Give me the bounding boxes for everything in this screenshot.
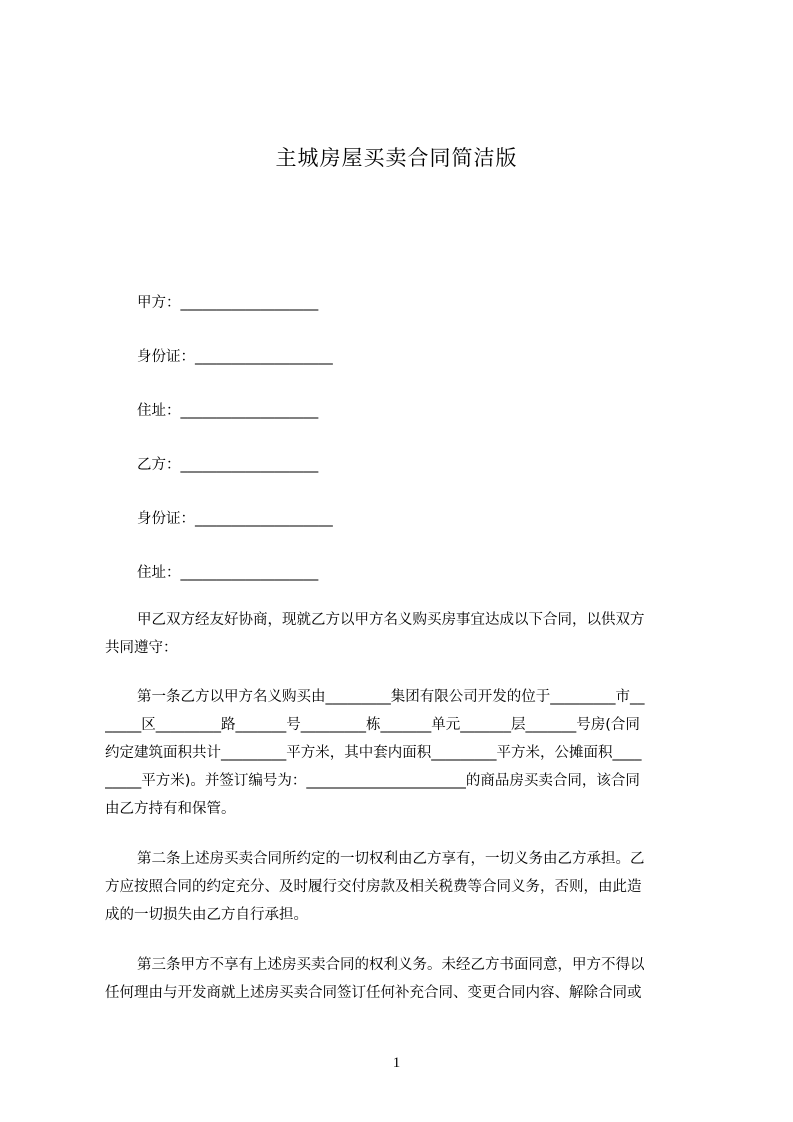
article-2-line: 成的一切损失由乙方自行承担。 <box>105 907 308 923</box>
article-2-line: 第二条上述房买卖合同所约定的一切权利由乙方享有，一切义务由乙方承担。乙 <box>137 851 645 867</box>
document-title: 主城房屋买卖合同简洁版 <box>275 146 518 170</box>
article-1-line: 约定建筑面积共计_________平方米，其中套内面积_________平方米，公摊面积____ <box>105 745 642 761</box>
party-a-id-field: 身份证：___________________ <box>137 349 333 365</box>
party-a-address-field: 住址：___________________ <box>137 403 319 419</box>
article-2-line: 方应按照合同的约定充分、及时履行交付房款及相关税费等合同义务，否则，由此造 <box>105 879 642 895</box>
intro-paragraph-line: 共同遵守： <box>105 640 178 656</box>
article-1-line: 由乙方持有和保管。 <box>105 801 236 817</box>
article-1-line: _____区_________路_______号_________栋_______单元_______层_______号房(合同 <box>105 717 640 733</box>
party-b-address-field: 住址：___________________ <box>137 565 319 581</box>
article-1-line: _____平方米)。并签订编号为：______________________的商品房买卖合同，该合同 <box>105 773 640 789</box>
article-3-line: 第三条甲方不享有上述房买卖合同的权利义务。未经乙方书面同意，甲方不得以 <box>137 957 645 973</box>
party-b-field: 乙方：___________________ <box>137 457 319 473</box>
article-3-line: 任何理由与开发商就上述房买卖合同签订任何补充合同、变更合同内容、解除合同或 <box>105 985 642 1001</box>
party-a-field: 甲方：___________________ <box>137 295 319 311</box>
article-1-line: 第一条乙方以甲方名义购买由_________集团有限公司开发的位于_________市__ <box>137 689 645 705</box>
page-number: 1 <box>392 1055 401 1071</box>
party-b-id-field: 身份证：___________________ <box>137 511 333 527</box>
intro-paragraph-line: 甲乙双方经友好协商，现就乙方以甲方名义购买房事宜达成以下合同，以供双方 <box>137 612 645 628</box>
